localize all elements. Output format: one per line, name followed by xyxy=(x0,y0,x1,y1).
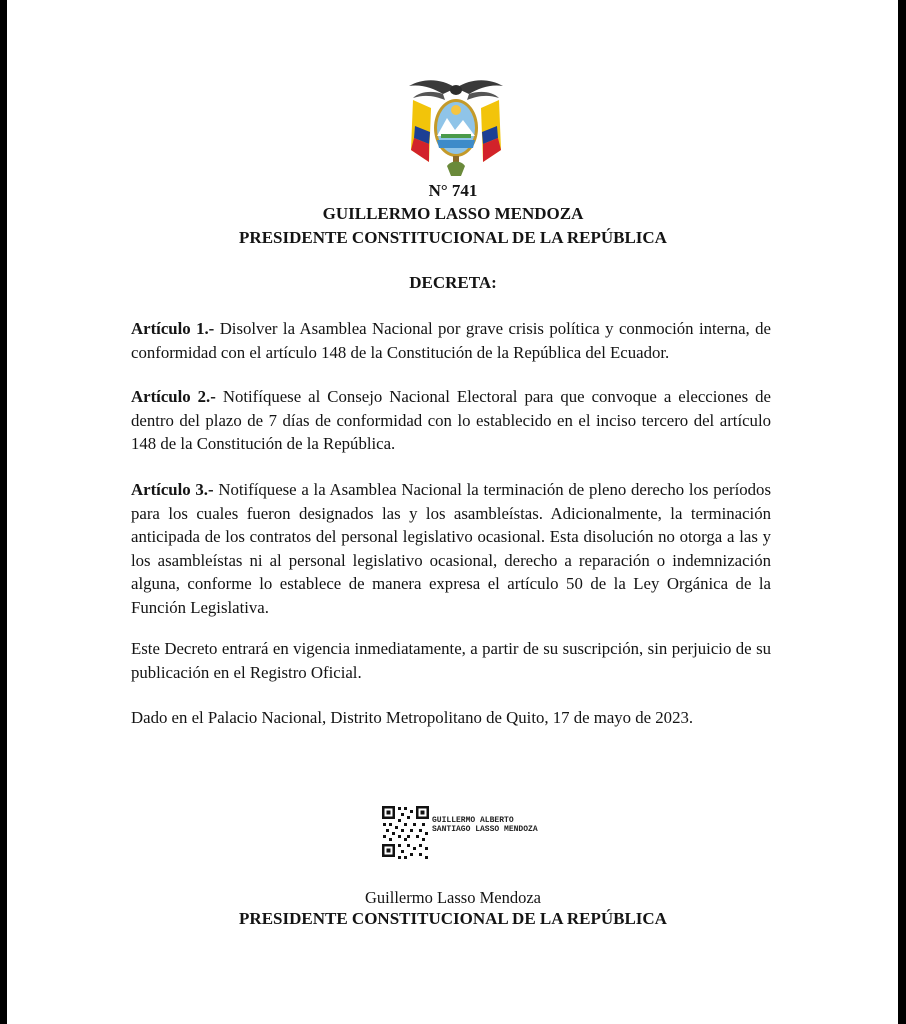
ecuador-coat-of-arms-icon xyxy=(401,70,511,180)
article-3-label: Artículo 3.- xyxy=(131,480,214,499)
president-name: GUILLERMO LASSO MENDOZA xyxy=(322,204,584,223)
article-3-text: Notifíquese a la Asamblea Nacional la terminación de pleno derecho los períodos para los cuales fueron designados las y los asambleístas. Adicionalmente, la terminación anticipada de los contratos del personal legislativo ocasional. Esta disolución no otorga a las y los asambleístas ni al personal legislativo ocasional, derecho a reparación o indemnización alguna, conforme lo establece de manera expresa el artículo 50 de la Ley Orgánica de la Función Legislativa. xyxy=(131,480,771,617)
signer-title: PRESIDENTE CONSTITUCIONAL DE LA REPÚBLICA xyxy=(239,909,667,928)
president-title: PRESIDENTE CONSTITUCIONAL DE LA REPÚBLICA xyxy=(239,228,667,247)
left-border xyxy=(0,0,7,1024)
qr-code-icon xyxy=(380,804,432,860)
article-1-label: Artículo 1.- xyxy=(131,319,215,338)
article-2 xyxy=(131,385,771,456)
article-1-text: Disolver la Asamblea Nacional por grave crisis política y conmoción interna, de conformidad con el artículo 148 de la Constitución de la República del Ecuador. xyxy=(131,319,771,362)
article-3 xyxy=(131,478,771,619)
article-1 xyxy=(131,317,771,364)
decree-number: N° 741 xyxy=(428,181,478,200)
signer-name: Guillermo Lasso Mendoza xyxy=(365,888,541,907)
article-2-text: Notifíquese al Consejo Nacional Electoral para que convoque a elecciones de dentro del plazo de 7 días de conformidad con lo establecido en el inciso tercero del artículo 148 de la Constitución de la República. xyxy=(131,387,771,453)
electronic-signature-name: GUILLERMO ALBERTO SANTIAGO LASSO MENDOZA xyxy=(432,816,538,834)
vigencia-paragraph: Este Decreto entrará en vigencia inmediatamente, a partir de su suscripción, sin perjuicio de su publicación en el Registro Oficial. xyxy=(131,639,771,682)
right-border xyxy=(898,0,906,1024)
dado-paragraph: Dado en el Palacio Nacional, Distrito Metropolitano de Quito, 17 de mayo de 2023. xyxy=(131,708,694,727)
decreta-heading: DECRETA: xyxy=(409,273,497,292)
article-2-label: Artículo 2.- xyxy=(131,387,216,406)
